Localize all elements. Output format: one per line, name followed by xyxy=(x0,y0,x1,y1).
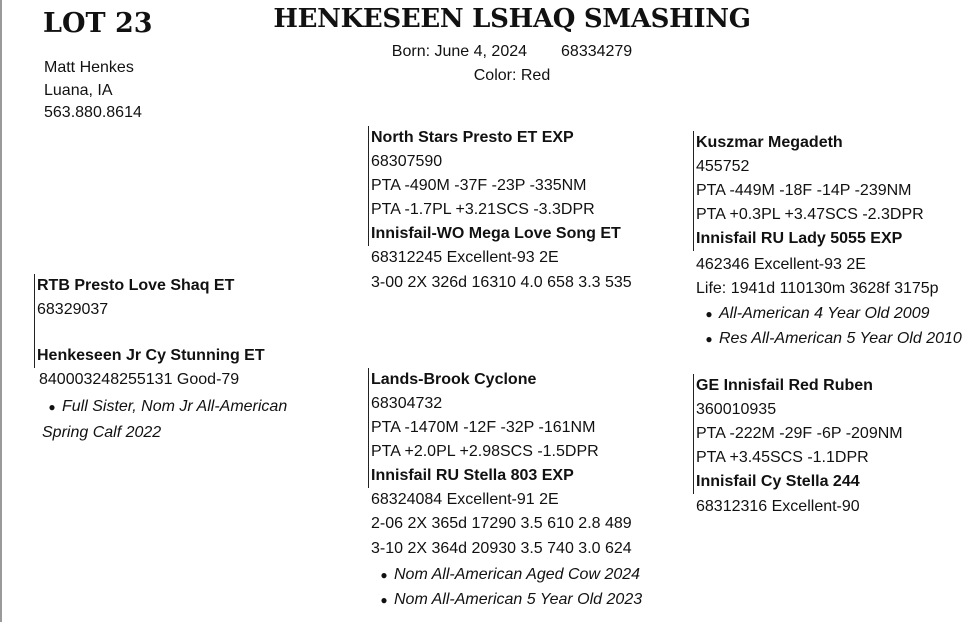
dam-sire-reg: 68304732 xyxy=(371,395,443,412)
dam-sire-name: Lands-Brook Cyclone xyxy=(371,371,537,388)
animal-color: Color: Red xyxy=(473,67,551,84)
sire-sire-sire-block xyxy=(693,131,924,251)
sire-dam-name: Innisfail-WO Mega Love Song ET xyxy=(371,225,621,242)
sss-reg: 455752 xyxy=(696,158,750,175)
sire-sire-pta2: PTA -1.7PL +3.21SCS -3.3DPR xyxy=(371,201,595,218)
dam-dam-sire-block xyxy=(693,374,903,494)
owner-location: Luana, IA xyxy=(44,81,113,99)
page-left-border xyxy=(0,0,2,622)
sire-sire-reg: 68307590 xyxy=(371,153,443,170)
sdd-life: Life: 1941d 110130m 3628f 3175p xyxy=(696,280,939,297)
sire-name: RTB Presto Love Shaq ET xyxy=(37,277,235,294)
birth-line xyxy=(262,43,762,61)
sire-reg: 68329037 xyxy=(37,301,109,318)
dds-name: GE Innisfail Red Ruben xyxy=(696,377,873,394)
sdd-note-2: ● Res All-American 5 Year Old 2010 xyxy=(699,326,962,352)
sdd-note-1: ● All-American 4 Year Old 2009 xyxy=(699,301,929,327)
sire-dam-reg: 68312245 Excellent-93 2E xyxy=(371,249,559,266)
dds-reg: 360010935 xyxy=(696,401,777,418)
sire-dam-record: 3-00 2X 326d 16310 4.0 658 3.3 535 xyxy=(371,274,632,291)
registration-number: 68334279 xyxy=(561,43,633,60)
owner-info xyxy=(44,57,142,125)
dam-dam-record-1: 2-06 2X 365d 17290 3.5 610 2.8 489 xyxy=(371,515,632,532)
sire-sire-pta1: PTA -490M -37F -23P -335NM xyxy=(371,177,587,194)
dam-note: ● Full Sister, Nom Jr All-American Spring Calf 2022 xyxy=(42,394,312,445)
sdd-reg: 462346 Excellent-93 2E xyxy=(696,256,866,273)
owner-name: Matt Henkes xyxy=(44,59,134,76)
dam-sire-block xyxy=(368,368,599,488)
sss-name: Kuszmar Megadeth xyxy=(696,134,843,151)
dam-reg: 840003248255131 Good-79 xyxy=(39,371,240,388)
sire-sire-block xyxy=(368,126,621,246)
dam-dam-record-2: 3-10 2X 364d 20930 3.5 740 3.0 624 xyxy=(371,540,632,557)
lot-number: LOT 23 xyxy=(43,8,153,39)
sss-pta1: PTA -449M -18F -14P -239NM xyxy=(696,182,912,199)
sire-block xyxy=(34,274,234,346)
dds-pta1: PTA -222M -29F -6P -209NM xyxy=(696,425,903,442)
bullet-icon: ● xyxy=(705,307,713,321)
ddd-name: Innisfail Cy Stella 244 xyxy=(696,473,860,490)
sss-pta2: PTA +0.3PL +3.47SCS -2.3DPR xyxy=(696,206,924,223)
dam-name: Henkeseen Jr Cy Stunning ET xyxy=(37,347,265,364)
bullet-icon: ● xyxy=(705,332,713,346)
dds-pta2: PTA +3.45SCS -1.1DPR xyxy=(696,449,869,466)
bullet-icon: ● xyxy=(48,400,56,414)
sire-sire-name: North Stars Presto ET EXP xyxy=(371,129,574,146)
dam-dam-reg: 68324084 Excellent-91 2E xyxy=(371,491,559,508)
sdd-name: Innisfail RU Lady 5055 EXP xyxy=(696,230,903,247)
birth-date: Born: June 4, 2024 xyxy=(391,43,528,60)
ddd-reg: 68312316 Excellent-90 xyxy=(696,498,860,515)
bullet-icon: ● xyxy=(380,593,388,607)
animal-title: HENKESEEN LSHAQ SMASHING xyxy=(273,4,751,34)
dam-sire-pta1: PTA -1470M -12F -32P -161NM xyxy=(371,419,596,436)
dam-block xyxy=(34,344,265,368)
owner-phone: 563.880.8614 xyxy=(44,104,142,121)
dam-dam-note-2: ● Nom All-American 5 Year Old 2023 xyxy=(374,587,642,613)
dam-dam-name: Innisfail RU Stella 803 EXP xyxy=(371,467,574,484)
dam-dam-note-1: ● Nom All-American Aged Cow 2024 xyxy=(374,562,640,588)
dam-sire-pta2: PTA +2.0PL +2.98SCS -1.5DPR xyxy=(371,443,599,460)
bullet-icon: ● xyxy=(380,568,388,582)
